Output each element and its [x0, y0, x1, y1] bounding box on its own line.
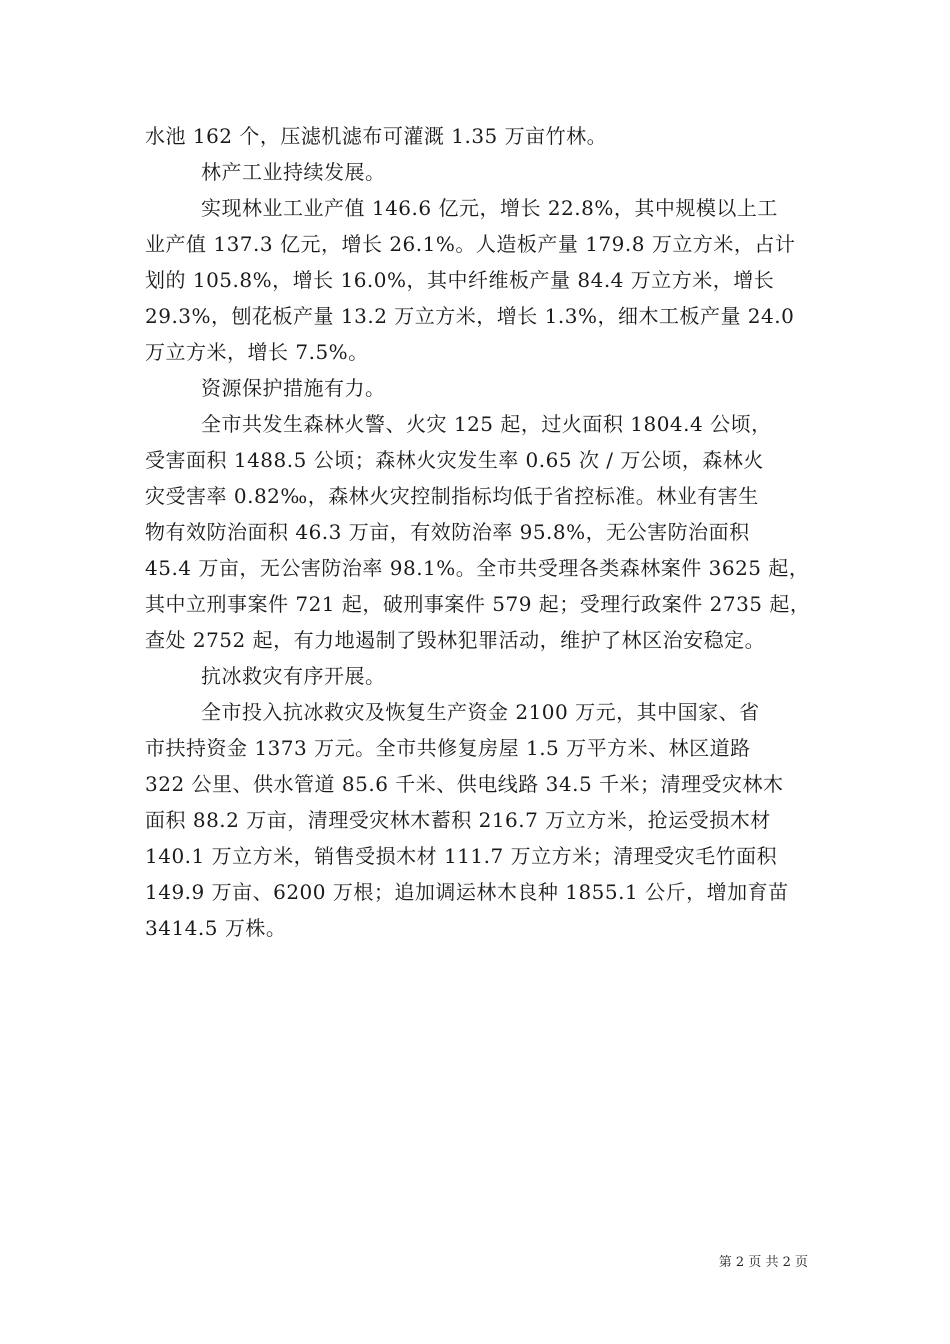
text-line: 140.1 万立方米，销售受损木材 111.7 万立方米；清理受灾毛竹面积: [145, 844, 778, 868]
text-line: 受害面积 1488.5 公顷；森林火灾发生率 0.65 次 / 万公顷，森林火: [145, 448, 764, 472]
text-line: 划的 105.8%，增长 16.0%，其中纤维板产量 84.4 万立方米，增长: [145, 268, 775, 292]
text-line: 水池 162 个，压滤机滤布可灌溉 1.35 万亩竹林。: [145, 124, 608, 148]
text-line: 业产值 137.3 亿元，增长 26.1%。人造板产量 179.8 万立方米，占计: [145, 232, 796, 256]
text-line: 实现林业工业产值 146.6 亿元，增长 22.8%，其中规模以上工: [201, 196, 778, 220]
text-line: 灾受害率 0.82‰，森林火灾控制指标均低于省控标准。林业有害生: [145, 484, 759, 508]
text-line: 其中立刑事案件 721 起，破刑事案件 579 起；受理行政案件 2735 起，: [145, 592, 811, 616]
text-line: 149.9 万亩、6200 万根；追加调运林木良种 1855.1 公斤，增加育苗: [145, 880, 789, 904]
section-heading-resource-protection: 资源保护措施有力。: [201, 376, 386, 400]
text-line: 3414.5 万株。: [145, 916, 287, 940]
text-line: 查处 2752 起，有力地遏制了毁林犯罪活动，维护了林区治安稳定。: [145, 628, 766, 652]
text-line: 29.3%，刨花板产量 13.2 万立方米，增长 1.3%，细木工板产量 24.0: [145, 304, 795, 328]
section-heading-disaster-relief: 抗冰救灾有序开展。: [201, 664, 386, 688]
text-line: 全市投入抗冰救灾及恢复生产资金 2100 万元，其中国家、省: [201, 700, 760, 724]
section-heading-forest-industry: 林产工业持续发展。: [201, 160, 386, 184]
text-line: 45.4 万亩，无公害防治率 98.1%。全市共受理各类森林案件 3625 起，: [145, 556, 810, 580]
page-number-footer: 第 2 页 共 2 页: [718, 1255, 808, 1270]
text-line: 市扶持资金 1373 万元。全市共修复房屋 1.5 万平方米、林区道路: [145, 736, 751, 760]
text-line: 全市共发生森林火警、火灾 125 起，过火面积 1804.4 公顷，: [201, 412, 772, 436]
document-body: [145, 118, 810, 946]
text-line: 万立方米，增长 7.5%。: [145, 340, 369, 364]
text-line: 322 公里、供水管道 85.6 千米、供电线路 34.5 千米；清理受灾林木: [145, 772, 784, 796]
text-line: 面积 88.2 万亩，清理受灾林木蓄积 216.7 万立方米，抢运受损木材: [145, 808, 771, 832]
text-line: 物有效防治面积 46.3 万亩，有效防治率 95.8%，无公害防治面积: [145, 520, 750, 544]
